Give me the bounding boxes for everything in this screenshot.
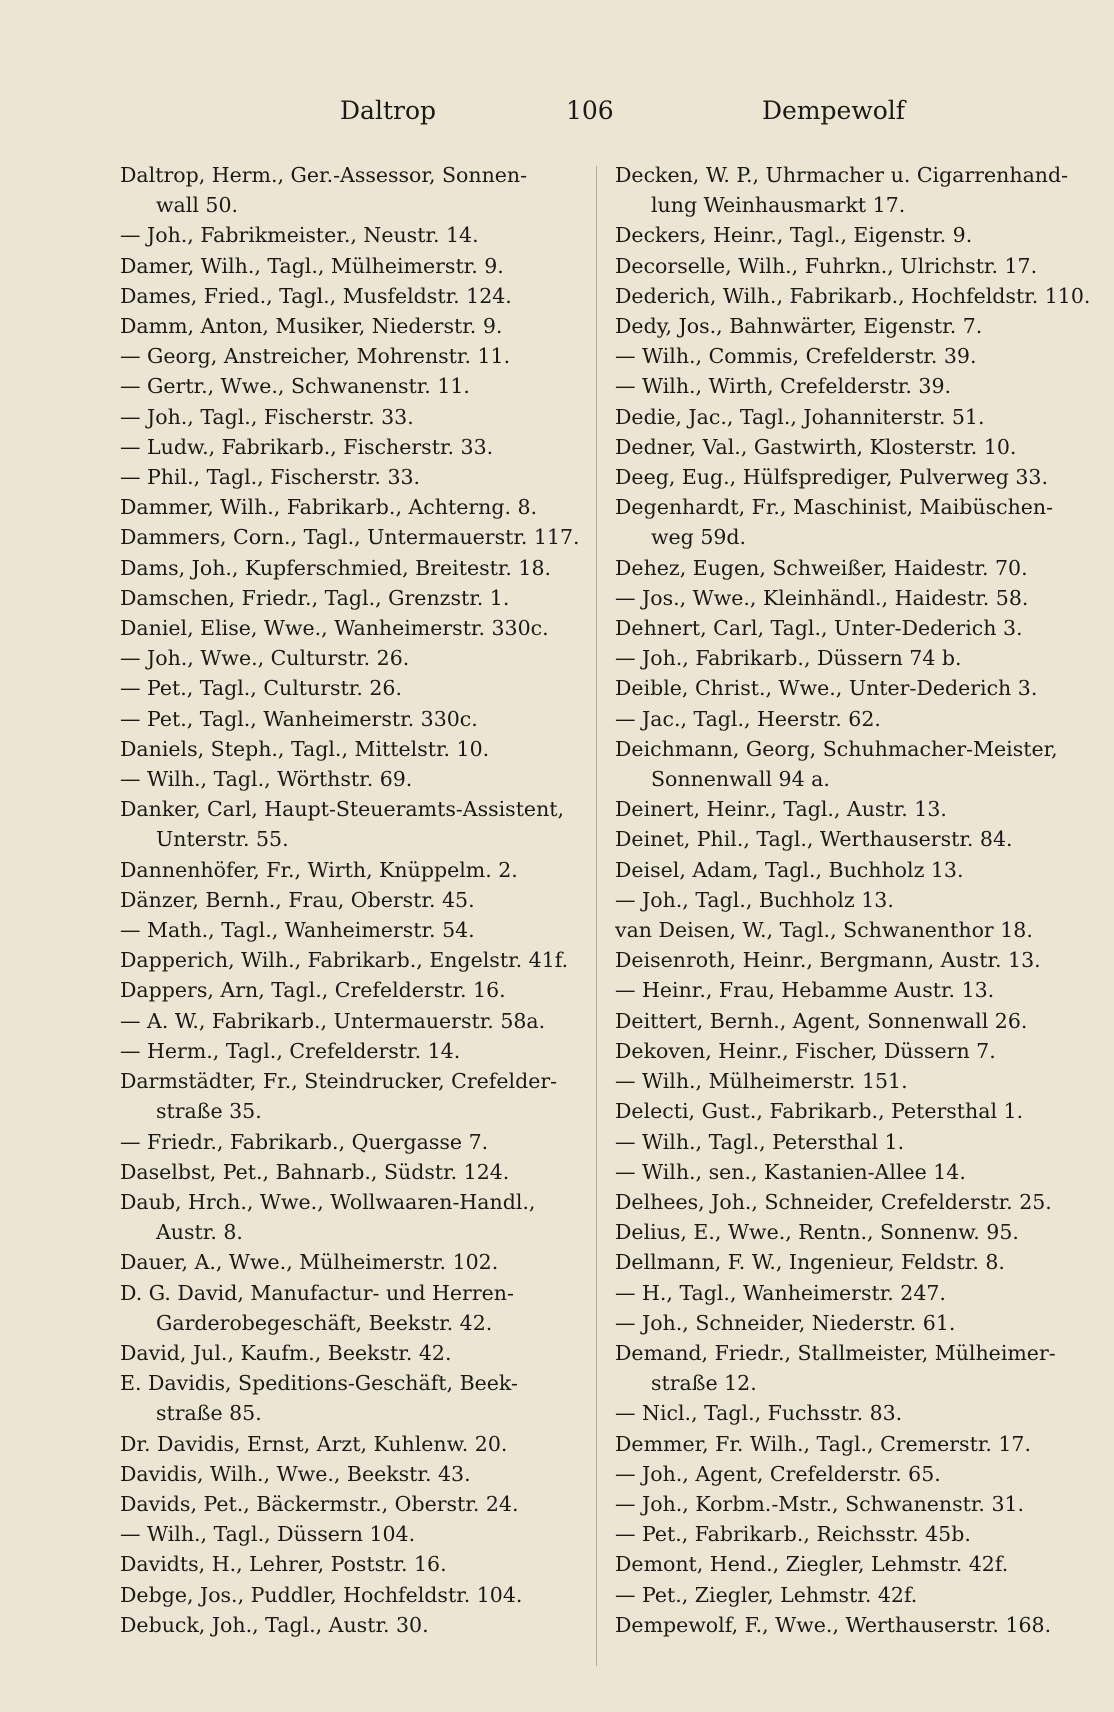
directory-entry	[615, 824, 1085, 854]
entry-line: Dedie, Jac., Tagl., Johanniterstr. 51.	[615, 404, 985, 429]
directory-entry	[615, 402, 1085, 432]
directory-entry	[615, 160, 1085, 220]
entry-line: — Joh., Fabrikmeister., Neustr. 14.	[120, 223, 479, 248]
entry-line: Daselbst, Pet., Bahnarb., Südstr. 124.	[120, 1159, 510, 1184]
directory-entry	[615, 704, 1085, 734]
entry-continuation: Austr. 8.	[156, 1220, 243, 1245]
entry-line: Damer, Wilh., Tagl., Mülheimerstr. 9.	[120, 253, 504, 278]
entry-line: — H., Tagl., Wanheimerstr. 247.	[615, 1280, 946, 1305]
directory-entry	[615, 1549, 1085, 1579]
entry-line: Demont, Hend., Ziegler, Lehmstr. 42f.	[615, 1552, 1009, 1577]
column-divider	[596, 166, 597, 1666]
directory-entry	[120, 1459, 590, 1489]
entry-line: — Ludw., Fabrikarb., Fischerstr. 33.	[120, 434, 494, 459]
entry-line: — Wilh., Commis, Crefelderstr. 39.	[615, 344, 977, 369]
entry-line: Danker, Carl, Haupt-Steueramts-Assistent,	[120, 797, 565, 822]
directory-entry	[120, 1610, 590, 1640]
entry-line: Davidis, Wilh., Wwe., Beekstr. 43.	[120, 1461, 471, 1486]
directory-entry	[615, 371, 1085, 401]
entry-continuation: lung Weinhausmarkt 17.	[651, 193, 906, 218]
page-header	[0, 96, 1114, 132]
entry-line: — A. W., Fabrikarb., Untermauerstr. 58a.	[120, 1008, 546, 1033]
directory-entry	[615, 915, 1085, 945]
directory-entry	[615, 794, 1085, 824]
directory-entry	[615, 734, 1085, 794]
entry-line: Decorselle, Wilh., Fuhrkn., Ulrichstr. 17.	[615, 253, 1038, 278]
directory-entry	[120, 1489, 590, 1519]
entry-continuation: wall 50.	[156, 193, 238, 218]
directory-entry	[120, 1429, 590, 1459]
entry-line: Deisel, Adam, Tagl., Buchholz 13.	[615, 857, 964, 882]
directory-entry	[120, 371, 590, 401]
entry-continuation: straße 35.	[156, 1099, 262, 1124]
entry-line: — Wilh., Tagl., Düssern 104.	[120, 1522, 416, 1547]
directory-entry	[120, 311, 590, 341]
directory-entry	[615, 1398, 1085, 1428]
directory-entry	[120, 1127, 590, 1157]
entry-line: Debuck, Joh., Tagl., Austr. 30.	[120, 1612, 429, 1637]
entry-line: Deckers, Heinr., Tagl., Eigenstr. 9.	[615, 223, 973, 248]
entry-line: Demmer, Fr. Wilh., Tagl., Cremerstr. 17.	[615, 1431, 1031, 1456]
entry-line: David, Jul., Kaufm., Beekstr. 42.	[120, 1340, 452, 1365]
entry-line: Degenhardt, Fr., Maschinist, Maibüschen-	[615, 495, 1054, 520]
entry-line: Daub, Hrch., Wwe., Wollwaaren-Handl.,	[120, 1189, 536, 1214]
directory-entry	[120, 1368, 590, 1428]
entry-line: Dedner, Val., Gastwirth, Klosterstr. 10.	[615, 434, 1017, 459]
entry-line: — Friedr., Fabrikarb., Quergasse 7.	[120, 1129, 489, 1154]
entry-line: — Joh., Schneider, Niederstr. 61.	[615, 1310, 956, 1335]
directory-entry	[120, 1006, 590, 1036]
entry-line: — Heinr., Frau, Hebamme Austr. 13.	[615, 978, 995, 1003]
directory-entry	[615, 1610, 1085, 1640]
directory-entry	[615, 975, 1085, 1005]
entry-line: — Nicl., Tagl., Fuchsstr. 83.	[615, 1401, 903, 1426]
directory-entry	[615, 1066, 1085, 1096]
directory-entry	[615, 1338, 1085, 1398]
directory-entry	[615, 1308, 1085, 1338]
directory-entry	[120, 855, 590, 885]
entry-continuation: Sonnenwall 94 a.	[651, 767, 830, 792]
entry-line: — Joh., Wwe., Culturstr. 26.	[120, 646, 410, 671]
entry-line: — Pet., Fabrikarb., Reichsstr. 45b.	[615, 1522, 971, 1547]
directory-entry	[120, 734, 590, 764]
directory-entry	[615, 311, 1085, 341]
directory-entry	[120, 220, 590, 250]
entry-line: Damm, Anton, Musiker, Niederstr. 9.	[120, 314, 503, 339]
entry-line: Damschen, Friedr., Tagl., Grenzstr. 1.	[120, 585, 510, 610]
directory-entry	[615, 1127, 1085, 1157]
header-first-name: Daltrop	[340, 96, 436, 125]
directory-entry	[120, 794, 590, 854]
directory-entry	[120, 1036, 590, 1066]
entry-line: — Jos., Wwe., Kleinhändl., Haidestr. 58.	[615, 585, 1029, 610]
directory-entry	[120, 281, 590, 311]
entry-line: Dempewolf, F., Wwe., Werthauserstr. 168.	[615, 1612, 1052, 1637]
right-column	[615, 160, 1091, 1640]
entry-line: — Herm., Tagl., Crefelderstr. 14.	[120, 1038, 461, 1063]
directory-entry	[615, 583, 1085, 613]
entry-line: Deible, Christ., Wwe., Unter-Dederich 3.	[615, 676, 1038, 701]
entry-line: Daniel, Elise, Wwe., Wanheimerstr. 330c.	[120, 616, 549, 641]
directory-entry	[615, 1459, 1085, 1489]
directory-entry	[120, 764, 590, 794]
directory-entry	[615, 643, 1085, 673]
directory-entry	[615, 1006, 1085, 1036]
entry-line: Davids, Pet., Bäckermstr., Oberstr. 24.	[120, 1491, 519, 1516]
directory-entry	[120, 945, 590, 975]
directory-entry	[120, 1338, 590, 1368]
entry-line: Deisenroth, Heinr., Bergmann, Austr. 13.	[615, 948, 1041, 973]
entry-continuation: Garderobegeschäft, Beekstr. 42.	[156, 1310, 493, 1335]
directory-entry	[615, 885, 1085, 915]
entry-line: — Gertr., Wwe., Schwanenstr. 11.	[120, 374, 470, 399]
entry-line: — Wilh., Tagl., Petersthal 1.	[615, 1129, 905, 1154]
entry-line: Dellmann, F. W., Ingenieur, Feldstr. 8.	[615, 1250, 1005, 1275]
directory-entry	[615, 220, 1085, 250]
directory-entry	[120, 402, 590, 432]
entry-line: Delecti, Gust., Fabrikarb., Petersthal 1.	[615, 1099, 1024, 1124]
entry-line: — Joh., Agent, Crefelderstr. 65.	[615, 1461, 941, 1486]
directory-entry	[120, 643, 590, 673]
directory-entry	[120, 673, 590, 703]
directory-entry	[615, 553, 1085, 583]
directory-entry	[120, 160, 590, 220]
entry-line: Daltrop, Herm., Ger.-Assessor, Sonnen-	[120, 163, 528, 187]
entry-line: — Jac., Tagl., Heerstr. 62.	[615, 706, 881, 731]
directory-entry	[615, 1429, 1085, 1459]
entry-line: — Joh., Fabrikarb., Düssern 74 b.	[615, 646, 962, 671]
directory-entry	[120, 1549, 590, 1579]
entry-continuation: straße 12.	[651, 1371, 757, 1396]
directory-entry	[615, 673, 1085, 703]
entry-line: Darmstädter, Fr., Steindrucker, Crefelder-	[120, 1069, 558, 1094]
directory-entry	[120, 553, 590, 583]
entry-line: Dappers, Arn, Tagl., Crefelderstr. 16.	[120, 978, 506, 1003]
entry-line: Deinet, Phil., Tagl., Werthauserstr. 84.	[615, 827, 1013, 852]
directory-entry	[120, 1187, 590, 1247]
entry-line: Dauer, A., Wwe., Mülheimerstr. 102.	[120, 1250, 499, 1275]
directory-entry	[120, 522, 590, 552]
entry-line: Dapperich, Wilh., Fabrikarb., Engelstr. 41f.	[120, 948, 569, 973]
entry-line: Deittert, Bernh., Agent, Sonnenwall 26.	[615, 1008, 1028, 1033]
directory-entry	[615, 492, 1085, 552]
entry-line: Dams, Joh., Kupferschmied, Breitestr. 18.	[120, 555, 552, 580]
entry-line: Dannenhöfer, Fr., Wirth, Knüppelm. 2.	[120, 857, 518, 882]
directory-entry	[615, 462, 1085, 492]
entry-line: — Wilh., Wirth, Crefelderstr. 39.	[615, 374, 952, 399]
left-column	[120, 160, 590, 1640]
entry-line: — Wilh., Tagl., Wörthstr. 69.	[120, 767, 413, 792]
directory-entry	[120, 1066, 590, 1126]
directory-entry	[120, 915, 590, 945]
entry-line: — Georg, Anstreicher, Mohrenstr. 11.	[120, 344, 511, 369]
entry-line: Dammers, Corn., Tagl., Untermauerstr. 117.	[120, 525, 580, 550]
directory-entry	[615, 1489, 1085, 1519]
entry-line: Demand, Friedr., Stallmeister, Mülheimer-	[615, 1340, 1056, 1365]
directory-entry	[120, 1580, 590, 1610]
entry-line: Deinert, Heinr., Tagl., Austr. 13.	[615, 797, 947, 822]
directory-entry	[120, 704, 590, 734]
directory-entry	[120, 341, 590, 371]
entry-line: Delhees, Joh., Schneider, Crefelderstr. 25.	[615, 1189, 1052, 1214]
directory-entry	[615, 1580, 1085, 1610]
entry-continuation: weg 59d.	[651, 525, 747, 550]
directory-entry	[615, 341, 1085, 371]
directory-entry	[615, 1217, 1085, 1247]
entry-line: Deichmann, Georg, Schuhmacher-Meister,	[615, 736, 1058, 761]
directory-entry	[120, 251, 590, 281]
entry-line: — Wilh., sen., Kastanien-Allee 14.	[615, 1159, 966, 1184]
header-last-name: Dempewolf	[762, 96, 906, 125]
directory-entry	[120, 1157, 590, 1187]
entry-line: Delius, E., Wwe., Rentn., Sonnenw. 95.	[615, 1220, 1019, 1245]
directory-entry	[120, 1519, 590, 1549]
directory-entry	[615, 855, 1085, 885]
entry-line: Dehez, Eugen, Schweißer, Haidestr. 70.	[615, 555, 1028, 580]
page-number: 106	[566, 96, 614, 125]
entry-line: — Math., Tagl., Wanheimerstr. 54.	[120, 918, 475, 943]
entry-line: Deeg, Eug., Hülfsprediger, Pulverweg 33.	[615, 465, 1048, 490]
entry-line: Dames, Fried., Tagl., Musfeldstr. 124.	[120, 283, 512, 308]
directory-entry	[120, 1278, 590, 1338]
directory-entry	[120, 583, 590, 613]
directory-entry	[615, 251, 1085, 281]
directory-entry	[615, 1187, 1085, 1217]
directory-entry	[120, 975, 590, 1005]
entry-line: — Joh., Tagl., Buchholz 13.	[615, 887, 894, 912]
entry-continuation: straße 85.	[156, 1401, 262, 1426]
directory-entry	[615, 1036, 1085, 1066]
directory-entry	[615, 432, 1085, 462]
directory-entry	[615, 281, 1091, 311]
entry-line: Dedy, Jos., Bahnwärter, Eigenstr. 7.	[615, 314, 983, 339]
entry-line: — Joh., Tagl., Fischerstr. 33.	[120, 404, 414, 429]
directory-entry	[615, 1519, 1085, 1549]
directory-entry	[615, 1247, 1085, 1277]
entry-line: Dammer, Wilh., Fabrikarb., Achterng. 8.	[120, 495, 538, 520]
entry-line: — Wilh., Mülheimerstr. 151.	[615, 1069, 908, 1094]
directory-entry	[120, 492, 590, 522]
entry-line: E. Davidis, Speditions-Geschäft, Beek-	[120, 1371, 518, 1396]
directory-entry	[615, 613, 1085, 643]
directory-entry	[615, 1157, 1085, 1187]
entry-line: Davidts, H., Lehrer, Poststr. 16.	[120, 1552, 447, 1577]
entry-line: Dänzer, Bernh., Frau, Oberstr. 45.	[120, 887, 475, 912]
entry-line: Dederich, Wilh., Fabrikarb., Hochfeldstr. 110.	[615, 283, 1091, 308]
entry-line: — Phil., Tagl., Fischerstr. 33.	[120, 465, 421, 490]
entry-continuation: Unterstr. 55.	[156, 827, 289, 852]
entry-line: — Pet., Tagl., Wanheimerstr. 330c.	[120, 706, 478, 731]
entry-line: van Deisen, W., Tagl., Schwanenthor 18.	[615, 918, 1033, 943]
directory-entry	[615, 945, 1085, 975]
directory-entry	[120, 432, 590, 462]
directory-entry	[120, 462, 590, 492]
entry-line: Dekoven, Heinr., Fischer, Düssern 7.	[615, 1038, 996, 1063]
directory-entry	[120, 613, 590, 643]
entry-line: — Joh., Korbm.-Mstr., Schwanenstr. 31.	[615, 1491, 1025, 1516]
entry-line: Debge, Jos., Puddler, Hochfeldstr. 104.	[120, 1582, 523, 1607]
entry-line: — Pet., Ziegler, Lehmstr. 42f.	[615, 1582, 918, 1607]
entry-line: Dehnert, Carl, Tagl., Unter-Dederich 3.	[615, 616, 1023, 641]
entry-line: — Pet., Tagl., Culturstr. 26.	[120, 676, 402, 701]
directory-entry	[120, 885, 590, 915]
directory-entry	[615, 1096, 1085, 1126]
directory-entry	[120, 1247, 590, 1277]
entry-line: Daniels, Steph., Tagl., Mittelstr. 10.	[120, 736, 490, 761]
entry-line: D. G. David, Manufactur- und Herren-	[120, 1280, 514, 1305]
entry-line: Dr. Davidis, Ernst, Arzt, Kuhlenw. 20.	[120, 1431, 508, 1456]
entry-line: Decken, W. P., Uhrmacher u. Cigarrenhand-	[615, 163, 1069, 187]
directory-entry	[615, 1278, 1085, 1308]
